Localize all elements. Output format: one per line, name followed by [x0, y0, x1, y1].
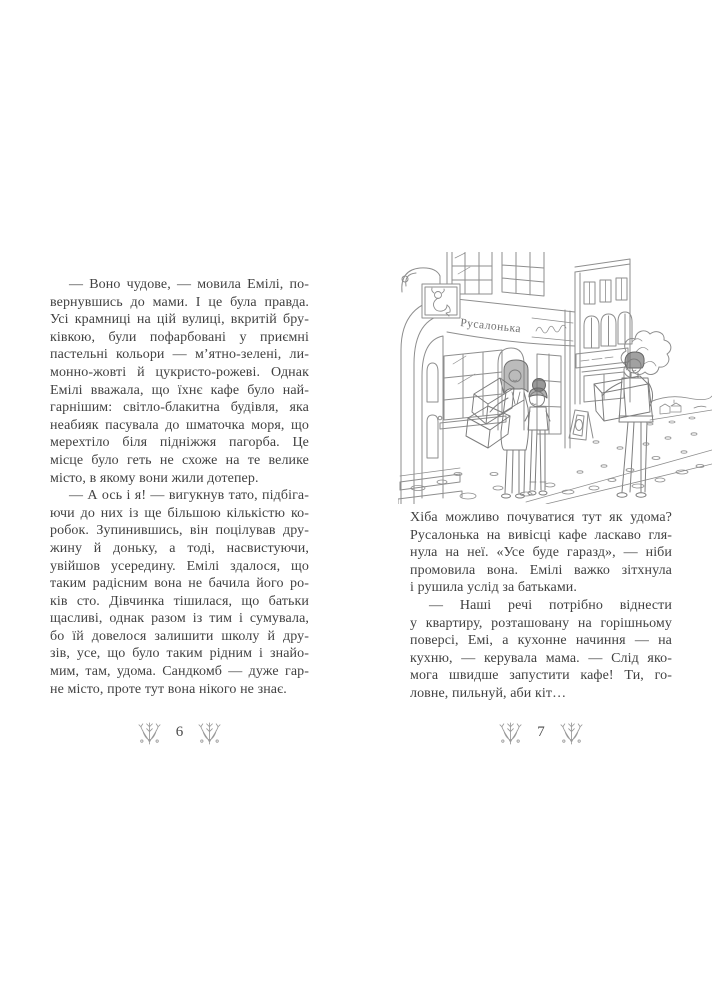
- cafe-fascia-sign: [447, 298, 575, 346]
- left-page-footer: [50, 716, 309, 748]
- floral-sprig-ornament: [499, 719, 522, 746]
- a-frame-sign: [569, 410, 593, 440]
- text-line: не місто, проте тут вона нікого не знає.: [50, 681, 287, 697]
- text-line: Емілі вважала, що їхнє кафе було най-: [50, 382, 309, 398]
- floral-sprig-ornament: [138, 719, 161, 746]
- page-number-right: 7: [537, 723, 545, 740]
- text-line: бо їй довелося залишити школу й дру-: [50, 628, 309, 644]
- cafe-window: [440, 350, 506, 429]
- corner-trim: [565, 310, 570, 448]
- floral-sprig-ornament: [198, 719, 221, 746]
- street-illustration: [398, 252, 712, 504]
- text-line: зів, усе, що було таким рідним і знайо-: [50, 646, 309, 662]
- cafe-upper-windows: [447, 252, 544, 298]
- cobblestone-street: [400, 417, 712, 504]
- text-line: таким радісним вона не бачила його ро-: [50, 576, 309, 592]
- text-line: поверсі, Емі, а кухонне начиння — на: [410, 633, 672, 649]
- text-line: — А ось і я! — вигукнув тато, підбіга-: [69, 488, 309, 504]
- text-line: ловне, пильнуй, аби кіт…: [410, 685, 567, 701]
- text-line: — Воно чудове, — мовила Емілі, по-: [69, 277, 309, 292]
- background-hills: [650, 396, 712, 420]
- text-line: ківкою, були пофарбовані у приємні: [50, 329, 309, 345]
- text-line: кухню, — керувала мама. — Слід яко-: [410, 650, 672, 666]
- right-page-text-block: [410, 509, 672, 703]
- text-line: Русалонька на вивісці кафе ласкаво гля-: [410, 527, 672, 543]
- text-line: мим, там, удома. Сандкомб — дуже гар-: [50, 664, 309, 680]
- text-line: монно-жовті й цукристо-рожеві. Однак: [50, 364, 309, 380]
- text-line: у квартиру, розташовану на горішньому: [410, 615, 672, 631]
- text-line: Хіба можливо почуватися тут як удома?: [410, 510, 672, 525]
- floral-sprig-ornament: [560, 719, 583, 746]
- page-number-left: 6: [175, 723, 184, 740]
- text-line: вернувшись до мами. І це була правда.: [50, 294, 309, 310]
- text-line: жину й доньку, а тоді, насвистуючи,: [50, 540, 309, 556]
- frieze-scrolls: [532, 318, 573, 341]
- text-line: місце було геть не схоже на те велике: [50, 452, 309, 468]
- cafe-sign-text: Русалонька: [459, 317, 522, 336]
- text-line: пастельні кольори — м’ятно-зелені, ли-: [50, 347, 309, 363]
- text-line: нула на неї. «Усе буде гаразд», — ніби: [410, 545, 672, 561]
- text-line: Усі крамниці на цій вулиці, вкритій бру-: [50, 312, 309, 328]
- text-line: щасливі, однак разом із тим і сумувала,: [50, 611, 309, 627]
- text-line: мога швидше запустити кафе! Ти, го-: [410, 668, 672, 684]
- hanging-sign: [402, 268, 460, 318]
- text-line: ючи до них із ще більшою кількістю ко-: [50, 505, 309, 521]
- text-line: неабияк пасувала до шматочка моря, що: [50, 417, 309, 433]
- text-line: робок. Зупинившись, він поцілував дру-: [50, 523, 309, 539]
- text-line: і рушила услід за батьками.: [410, 580, 577, 596]
- text-line: гарнішим: світло-блакитна будівля, яка: [50, 400, 309, 416]
- text-line: місто, в якому вони жили дотепер.: [50, 470, 259, 486]
- text-line: промовила вона. Емілі важко зітхнула: [410, 562, 672, 578]
- text-line: ків сто. Дівчинка тішилася, що батьки: [50, 593, 309, 609]
- cafe-entrance: [398, 298, 462, 504]
- right-page-footer: [410, 716, 672, 748]
- text-line: — Наші речі потрібно віднести: [429, 597, 672, 613]
- text-line: увійшов усередину. Емілі здалося, що: [50, 558, 309, 574]
- text-line: мерехтіло біля підніжжя пагорба. Це: [50, 435, 309, 451]
- left-page-text-block: [50, 276, 309, 698]
